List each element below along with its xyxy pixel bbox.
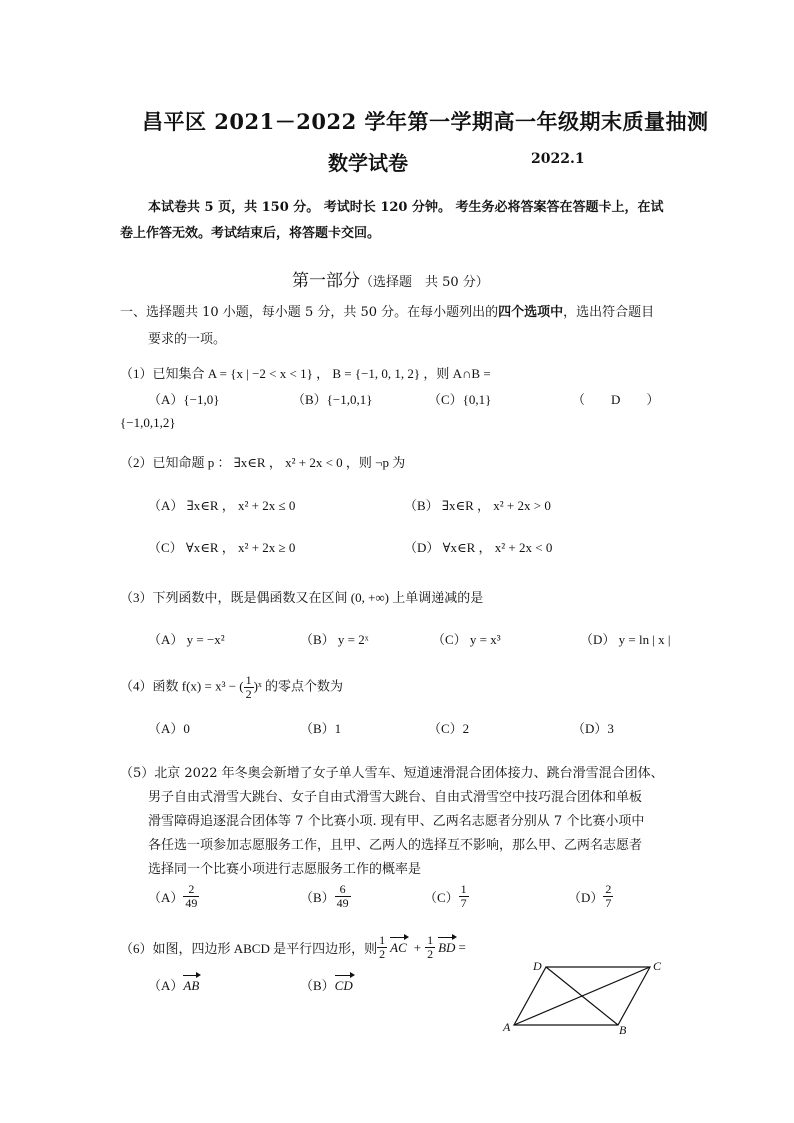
instructions-emphasis: 四个选项中 [498,305,564,320]
q6-half-1 [377,934,387,961]
q4-frac-den: 2 [245,687,252,701]
q5-b-fraction [335,883,351,910]
q5-c-den: 7 [460,896,467,910]
q1-stem: （1）已知集合 A = {x | −2 < x < 1} ， B = {−1, 0, 1, 2} ，则 A∩B = [120,366,491,381]
q4-option-a: （A）0 [148,721,190,736]
q5-b-den: 49 [336,896,349,910]
q6-equals: = [458,939,466,955]
part-heading [292,266,489,291]
q6-b-vector: CD [334,978,353,993]
q5-c-fraction [459,883,469,910]
q6-b-label: （B） [300,978,335,993]
q4-frac-num: 1 [245,673,252,687]
q5-d-num: 2 [605,882,612,896]
q5-c-num: 1 [460,882,467,896]
q6-half-2-num: 1 [427,933,434,947]
q6-half-1-num: 1 [379,933,386,947]
q5-d-fraction [603,883,613,910]
exam-subtitle: 数学试卷 [328,151,408,175]
q3-stem: （3）下列函数中，既是偶函数又在区间 (0, +∞) 上单调递减的是 [120,590,484,605]
vertex-label-b: B [619,1023,627,1037]
q6-half-1-den: 2 [379,947,386,961]
q5-d-den: 7 [605,896,612,910]
q5-line-5: 选择同一个比赛小项进行志愿服务工作的概率是 [148,862,422,877]
q4-stem-pre: （4）函数 f(x) = x³ − ( [120,678,244,694]
q5-line-1: （5）北京 2022 年冬奥会新增了女子单人雪车、短道速滑混合团体接力、跳台滑雪混合团体、 [120,766,664,781]
q5-option-c [424,883,469,910]
q5-option-d [568,883,613,910]
q5-line-3: 滑雪障碍追逐混合团体等 7 个比赛小项. 现有甲、乙两名志愿者分别从 7 个比赛小项中 [148,814,645,829]
vertex-label-a: A [503,1020,511,1034]
q6-stem-pre: （6）如图，四边形 ABCD 是平行四边形，则 [120,941,378,956]
q1-option-d-label: （ D ） [572,392,660,407]
instructions-line-2: 要求的一项。 [148,332,227,347]
q6-option-a [148,975,199,994]
q1-option-d-value: {−1,0,1,2} [120,415,176,430]
q5-a-fraction [183,883,199,910]
q6-plus: + [413,939,422,955]
q6-a-label: （A） [148,978,184,993]
q6-a-vector: AB [183,978,200,993]
q6-vector-bd: BD [438,939,456,955]
q5-a-label: （A） [148,890,184,905]
q6-half-2-den: 2 [427,947,434,961]
q4-stem-post: )ˣ 的零点个数为 [253,678,343,694]
q3-option-b: （B） y = 2ˣ [300,632,369,647]
q2-option-b: （B） ∃x∈R ， x² + 2x > 0 [404,498,551,513]
q1-option-c: （C）{0,1} [428,392,492,407]
q3-option-d: （D） y = ln | x | [580,632,671,647]
q2-option-a: （A） ∃x∈R ， x² + 2x ≤ 0 [148,498,296,513]
q2-option-c: （C） ∀x∈R ， x² + 2x ≥ 0 [148,540,296,555]
q4-option-b: （B）1 [300,721,342,736]
q4-option-d: （D）3 [572,721,614,736]
q6-stem [120,934,466,961]
part-heading-title: 第一部分 [292,271,360,291]
vertex-label-c: C [653,959,662,973]
q6-option-b [300,975,353,994]
q2-option-d: （D） ∀x∈R ， x² + 2x < 0 [404,540,553,555]
q6-half-2 [425,934,435,961]
q3-option-a: （A） y = −x² [148,632,225,647]
exam-title: 昌平区 2021－2022 学年第一学期高一年级期末质量抽测 [142,109,709,134]
exam-date: 2022.1 [531,151,585,167]
q5-line-4: 各任选一项参加志愿服务工作，且甲、乙两人的选择互不影响，那么甲、乙两名志愿者 [148,838,643,853]
q4-option-c: （C）2 [428,721,470,736]
instructions-text-a: 一、选择题共 10 小题，每小题 5 分，共 50 分。在每小题列出的 [120,305,499,320]
q5-d-label: （D） [568,890,604,905]
q5-line-2: 男子自由式滑雪大跳台、女子自由式滑雪大跳台、自由式滑雪空中技巧混合团体和单板 [148,790,643,805]
q5-option-a [148,883,199,910]
q2-stem: （2）已知命题 p ： ∃x∈R ， x² + 2x < 0 ，则 ¬p 为 [120,455,406,470]
q3-option-c: （C） y = x³ [432,632,501,647]
vertex-label-d: D [533,959,542,973]
q5-b-num: 6 [335,883,351,897]
instructions-text-c: ，选出符合题目 [563,305,655,320]
q4-stem [120,674,343,701]
q5-a-den: 49 [185,896,198,910]
q5-c-label: （C） [424,890,459,905]
parallelogram-figure [500,952,670,1042]
instructions-line-1 [120,301,654,320]
q6-vector-ac: AC [390,939,407,955]
diagonal-bd [546,967,618,1025]
intro-line-2: 卷上作答无效。考试结束后，将答题卡交回。 [120,226,381,241]
q5-b-label: （B） [300,890,335,905]
q1-option-b: （B）{−1,0,1} [292,392,373,407]
intro-line-1: 本试卷共 5 页，共 150 分。 考试时长 120 分钟。 考生务必将答案答在答题卡上，在试 [148,200,664,215]
q5-option-b [300,883,351,910]
q5-a-num: 2 [183,883,199,897]
part-heading-note: （选择题 共 50 分） [360,275,489,290]
q4-fraction [244,674,254,701]
q1-option-a: （A）{−1,0} [148,392,220,407]
